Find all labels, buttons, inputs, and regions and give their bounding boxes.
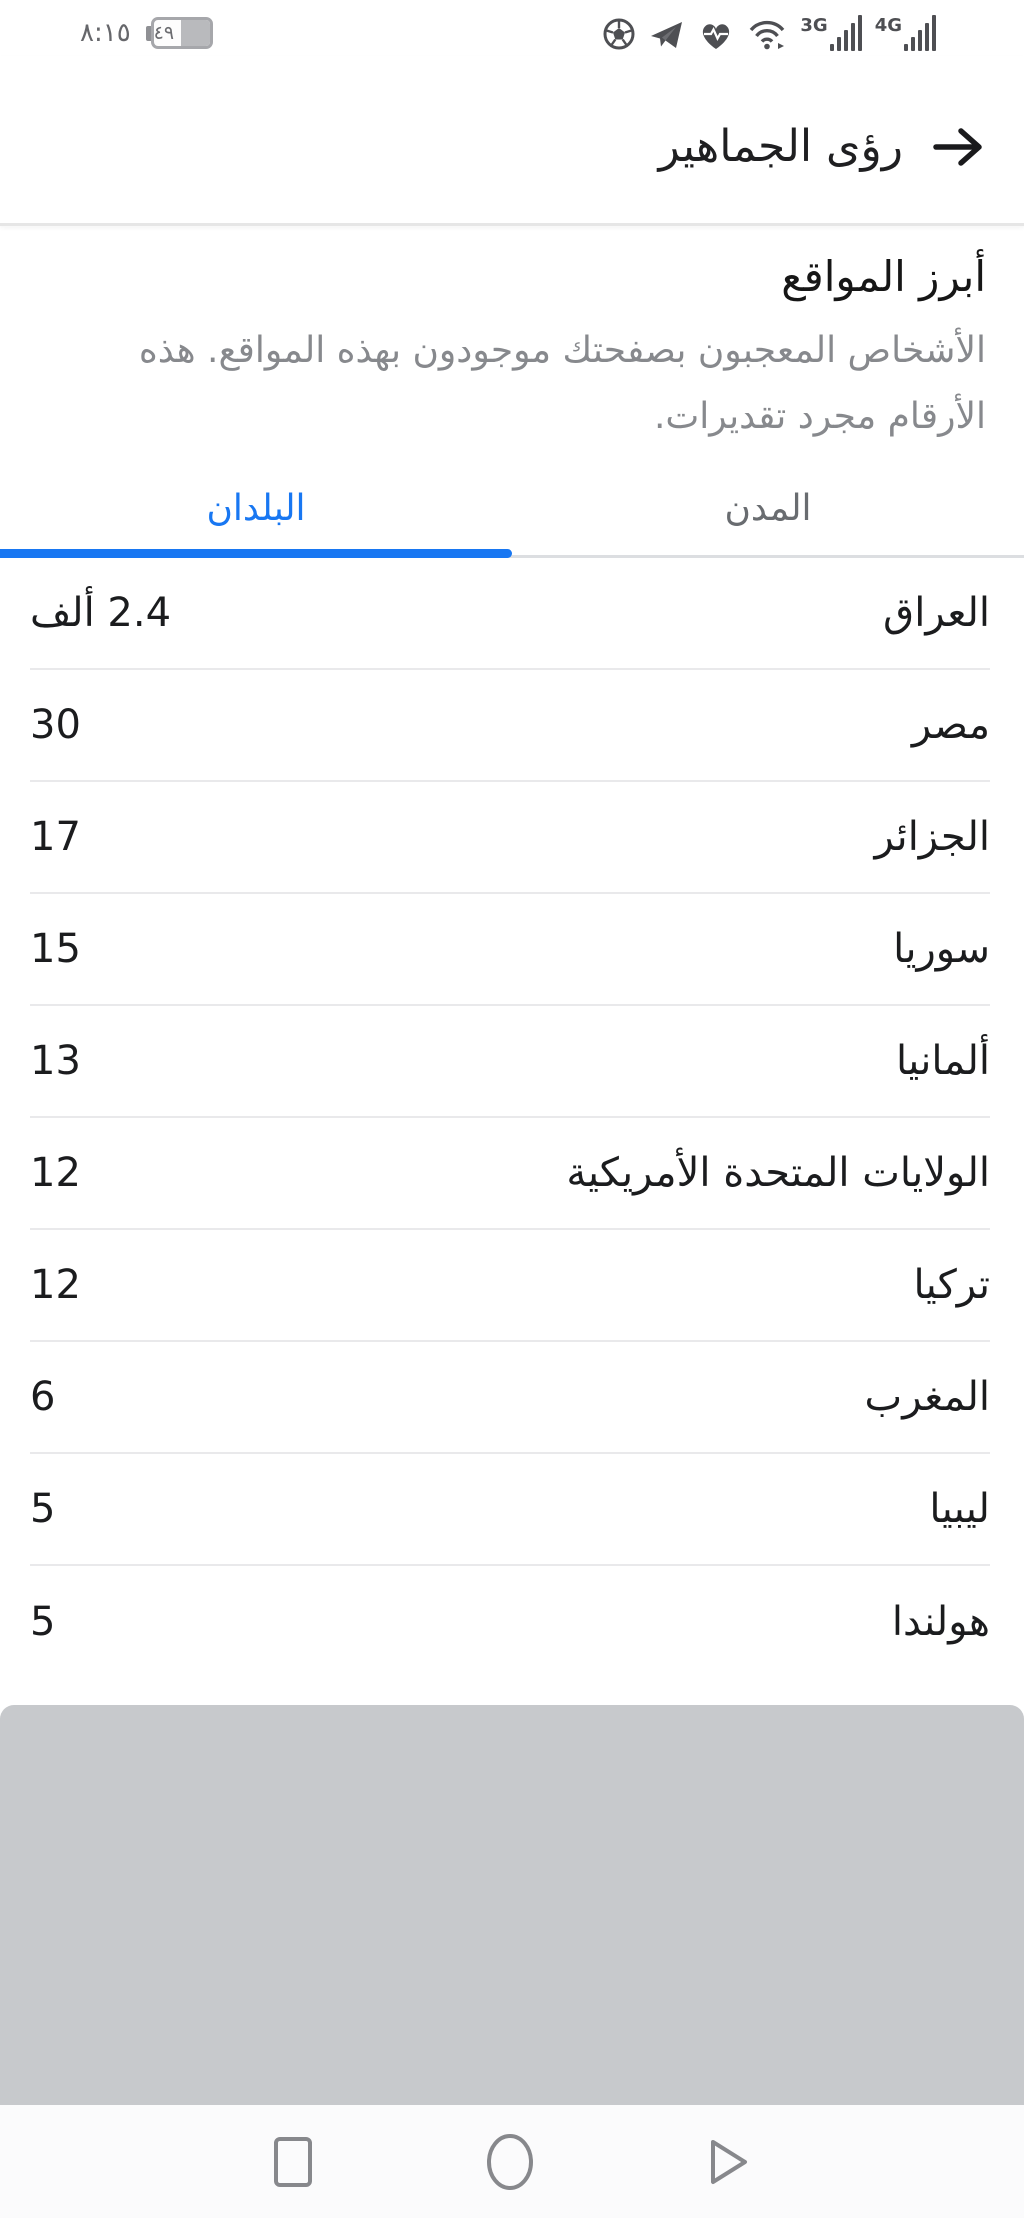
app-header — [0, 56, 1024, 226]
top-locations-section — [0, 226, 1024, 450]
nav-back-button[interactable] — [707, 2136, 751, 2188]
arrow-right-icon — [929, 124, 987, 170]
network-3g-label: 3G — [800, 15, 828, 36]
home-circle-icon — [485, 2133, 535, 2191]
page-title: رؤى الجماهير — [658, 120, 903, 172]
country-value: 6 — [30, 1374, 56, 1420]
battery-icon — [144, 17, 213, 49]
country-name: الجزائر — [874, 814, 990, 860]
signal-4g-icon — [875, 15, 936, 51]
country-value: 5 — [30, 1599, 56, 1645]
country-name: الولايات المتحدة الأمريكية — [566, 1150, 990, 1196]
country-value: 12 — [30, 1262, 81, 1308]
country-row[interactable] — [30, 782, 990, 894]
back-triangle-icon — [707, 2136, 751, 2188]
country-row[interactable] — [30, 1230, 990, 1342]
country-name: تركيا — [913, 1262, 990, 1308]
wifi-icon — [747, 17, 787, 51]
recents-square-icon — [273, 2136, 313, 2188]
country-name: ألمانيا — [895, 1038, 990, 1084]
soccer-ball-icon — [602, 17, 636, 51]
country-value: 2.4 ألف — [30, 590, 172, 636]
android-nav-bar — [0, 2105, 1024, 2218]
country-row[interactable] — [30, 1566, 990, 1678]
country-row[interactable] — [30, 1342, 990, 1454]
telegram-icon — [649, 19, 685, 51]
clock-text: ٨:١٥ — [80, 18, 131, 48]
country-row[interactable] — [30, 670, 990, 782]
country-name: سوريا — [893, 926, 990, 972]
section-title: أبرز المواقع — [781, 252, 986, 301]
countries-list — [0, 558, 1024, 1678]
country-name: المغرب — [864, 1374, 990, 1420]
country-value: 12 — [30, 1150, 81, 1196]
country-row[interactable] — [30, 1006, 990, 1118]
country-row[interactable] — [30, 558, 990, 670]
country-row[interactable] — [30, 1118, 990, 1230]
health-heart-icon — [698, 19, 734, 51]
country-value: 13 — [30, 1038, 81, 1084]
battery-percent-text: ٤٩ — [153, 22, 175, 44]
status-bar — [0, 0, 1024, 56]
tab-cities[interactable]: المدن — [512, 462, 1024, 555]
country-row[interactable] — [30, 1454, 990, 1566]
tab-countries[interactable]: البلدان — [0, 462, 512, 555]
country-value: 5 — [30, 1486, 56, 1532]
country-value: 15 — [30, 926, 81, 972]
active-tab-underline — [0, 549, 512, 558]
country-value: 17 — [30, 814, 81, 860]
back-button[interactable] — [929, 124, 987, 170]
nav-home-button[interactable] — [485, 2133, 535, 2191]
section-description: الأشخاص المعجبون بصفحتك موجودون بهذه المواقع. هذه الأرقام مجرد تقديرات. — [138, 330, 986, 437]
country-name: العراق — [883, 590, 990, 636]
locations-tab-bar — [0, 462, 1024, 558]
country-value: 30 — [30, 702, 81, 748]
ad-placeholder — [0, 1705, 1024, 2105]
country-row[interactable] — [30, 894, 990, 1006]
country-name: ليبيا — [929, 1486, 990, 1532]
country-name: هولندا — [891, 1599, 990, 1645]
signal-3g-icon — [800, 15, 861, 51]
nav-recents-button[interactable] — [273, 2136, 313, 2188]
network-4g-label: 4G — [874, 15, 902, 36]
country-name: مصر — [911, 702, 990, 748]
